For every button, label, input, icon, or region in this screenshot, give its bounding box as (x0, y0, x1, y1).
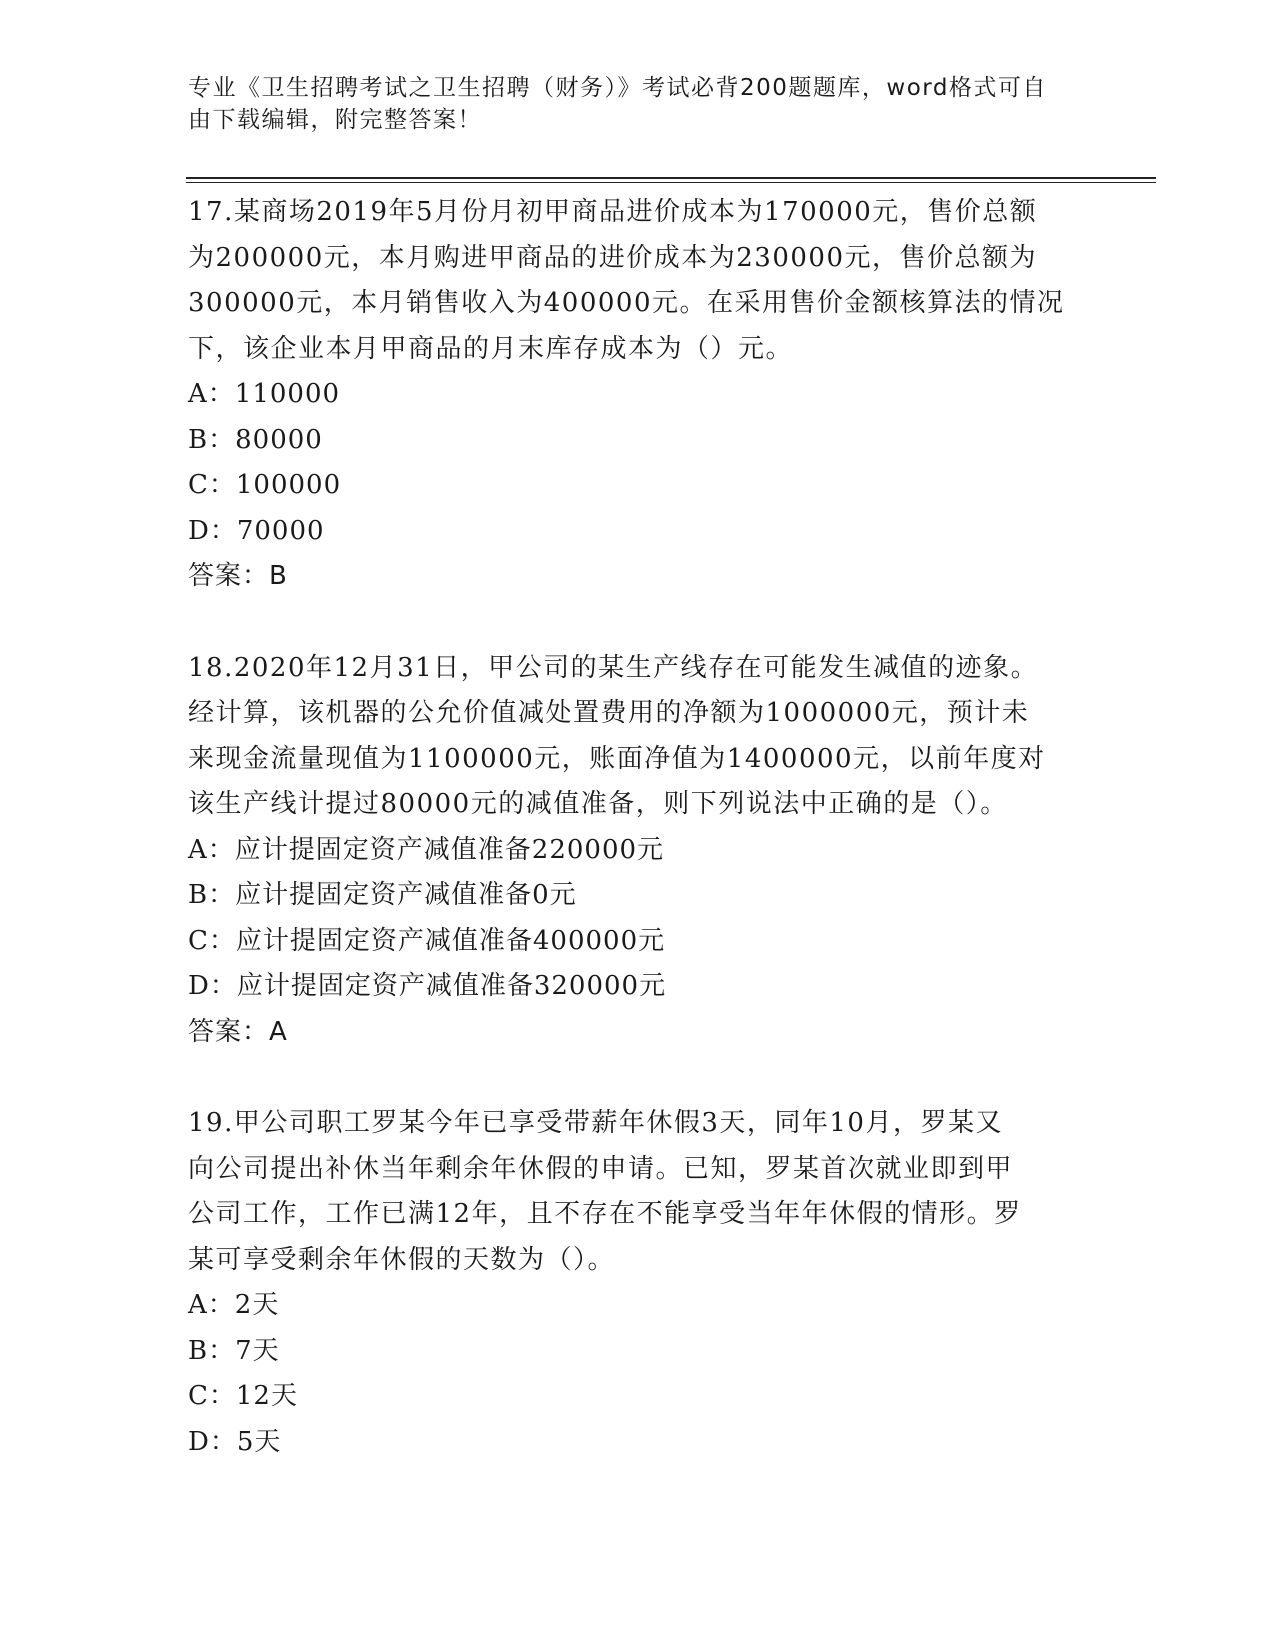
option-c: C：应计提固定资产减值准备400000元 (188, 925, 666, 956)
question-stem-line: 300000元，本月销售收入为400000元。在采用售价金额核算法的情况 (188, 288, 1065, 318)
question-stem-line: 18.2020年12月31日，甲公司的某生产线存在可能发生减值的迹象。 (188, 652, 1039, 683)
question-stem-line: 来现金流量现值为1100000元，账面净值为1400000元，以前年度对 (188, 743, 1046, 774)
header-rule-thick (186, 177, 1156, 179)
question-stem-line: 向公司提出补休当年剩余年休假的申请。已知，罗某首次就业即到甲 (188, 1153, 1014, 1184)
answer-line: 答案：B (188, 561, 288, 591)
document-header (188, 72, 1088, 136)
question-stem-line: 17.某商场2019年5月份月初甲商品进价成本为170000元，售价总额 (188, 197, 1038, 227)
option-b: B：80000 (188, 424, 323, 455)
option-a: A：应计提固定资产减值准备220000元 (188, 834, 665, 865)
option-d: D：70000 (188, 515, 325, 546)
question-stem-line: 该生产线计提过80000元的减值准备，则下列说法中正确的是（）。 (188, 789, 1008, 819)
question-stem-line: 下，该企业本月甲商品的月末库存成本为（）元。 (188, 333, 794, 364)
question-stem-line: 公司工作，工作已满12年，且不存在不能享受当年年休假的情形。罗 (188, 1199, 1022, 1229)
question-17 (188, 190, 1088, 600)
header-rule-thin (186, 182, 1156, 183)
option-c: C：100000 (188, 470, 342, 500)
question-list (188, 190, 1088, 1511)
question-19 (188, 1101, 1088, 1465)
option-d: D：应计提固定资产减值准备320000元 (188, 971, 667, 1001)
option-b: B：7天 (188, 1335, 280, 1366)
option-a: A：2天 (188, 1290, 280, 1320)
question-18 (188, 646, 1088, 1056)
option-a: A：110000 (188, 379, 341, 409)
question-stem-line: 为200000元，本月购进甲商品的进价成本为230000元，售价总额为 (188, 242, 1038, 273)
option-c: C：12天 (188, 1381, 298, 1411)
question-stem-line: 经计算，该机器的公允价值减处置费用的净额为1000000元，预计未 (188, 698, 1030, 728)
header-line-2: 由下载编辑，附完整答案！ (188, 107, 482, 133)
question-stem-line: 某可享受剩余年休假的天数为（）。 (188, 1244, 616, 1275)
question-stem-line: 19.甲公司职工罗某今年已享受带薪年休假3天，同年10月，罗某又 (188, 1108, 1003, 1138)
answer-line: 答案：A (188, 1016, 288, 1047)
option-b: B：应计提固定资产减值准备0元 (188, 880, 577, 910)
option-d: D：5天 (188, 1426, 282, 1457)
header-line-1: 专业《卫生招聘考试之卫生招聘（财务）》考试必背200题题库，word格式可自 (188, 75, 1047, 101)
